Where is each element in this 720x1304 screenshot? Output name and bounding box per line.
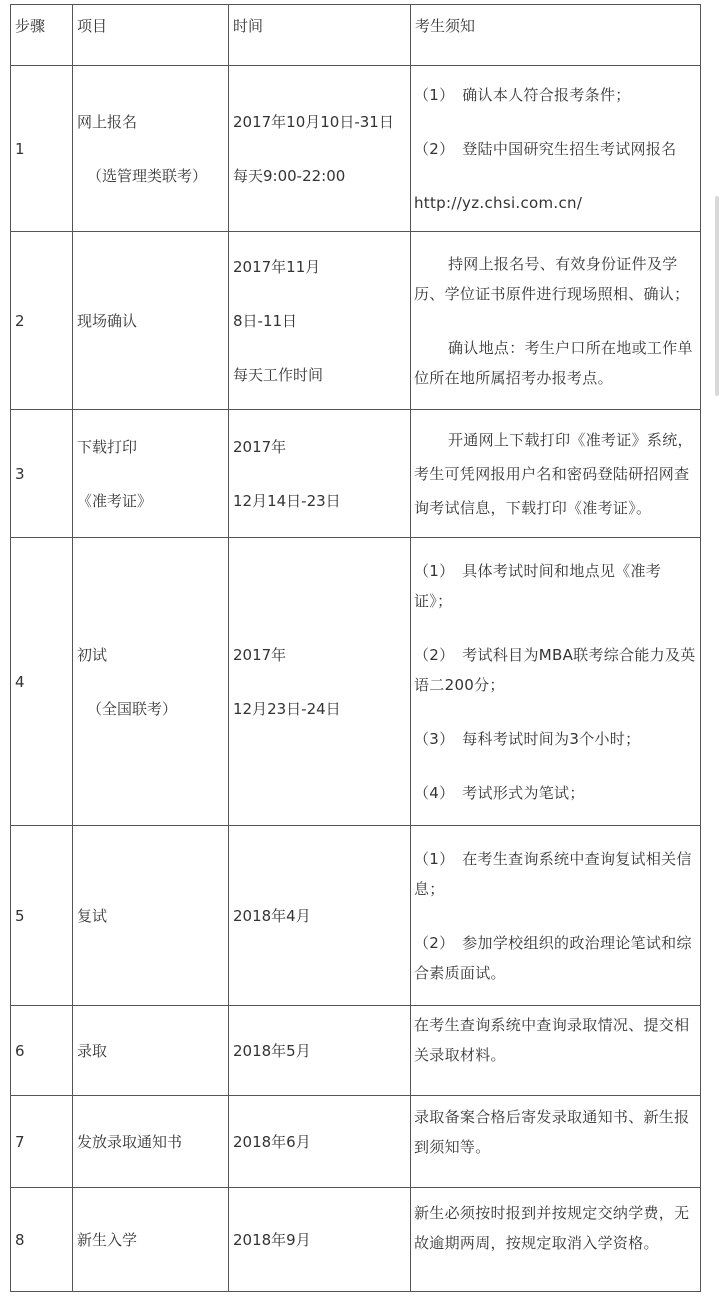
item-line: 发放录取通知书: [77, 1132, 183, 1151]
notice-line: 在考生查询系统中查询录取情况、提交相: [414, 1016, 690, 1034]
step-number: 2: [11, 232, 73, 410]
time-line: 2018年5月: [233, 1041, 311, 1060]
time-line: 每天9:00-22:00: [233, 166, 346, 185]
notice-cell: [411, 1188, 701, 1292]
step-number: 4: [11, 538, 73, 826]
notice-line: 证》；: [414, 591, 453, 610]
paragraph-gap: [414, 616, 698, 640]
time-cell: [229, 826, 411, 1006]
paragraph-gap: [414, 904, 698, 928]
item-cell: [73, 1096, 229, 1188]
time-cell: [229, 538, 411, 826]
notice-line: 历、学位证书原件进行现场照相、确认；: [414, 284, 690, 303]
notice-line: （2） 考试科目为MBA联考综合能力及英: [414, 645, 696, 664]
time-line: 8日-11日: [233, 311, 298, 330]
step-number: 3: [11, 410, 73, 538]
table-row: [11, 1006, 701, 1096]
notice-line: 位所在地所属招考办报考点。: [414, 368, 613, 387]
notice-line: （4） 考试形式为笔试；: [414, 783, 585, 802]
header-notice: 考生须知: [411, 5, 701, 66]
time-line: 2018年4月: [233, 906, 311, 925]
time-line: 12月14日-23日: [233, 491, 341, 510]
time-cell: [229, 1188, 411, 1292]
table-row: [11, 826, 701, 1006]
item-cell: [73, 232, 229, 410]
table-row: [11, 232, 701, 410]
notice-cell: [411, 826, 701, 1006]
time-cell: [229, 1096, 411, 1188]
notice-line: http://yz.chsi.com.cn/: [414, 193, 583, 212]
notice-cell: [411, 538, 701, 826]
time-line: 2018年9月: [233, 1230, 311, 1249]
time-cell: [229, 410, 411, 538]
notice-line: 关录取材料。: [414, 1046, 506, 1064]
notice-line: （1） 具体考试时间和地点见《准考: [414, 561, 662, 580]
item-cell: [73, 1006, 229, 1096]
table-row: [11, 538, 701, 826]
notice-line: 持网上报名号、有效身份证件及学: [448, 254, 678, 273]
item-line: （全国联考）: [87, 699, 178, 718]
time-cell: [229, 232, 411, 410]
header-step: 步骤: [11, 5, 73, 66]
table-row: [11, 66, 701, 232]
notice-line: 开通网上下载打印《准考证》系统，: [448, 430, 693, 449]
schedule-table: [10, 4, 701, 1292]
item-line: 新生入学: [77, 1230, 138, 1249]
item-cell: [73, 1188, 229, 1292]
paragraph-gap: [414, 754, 698, 778]
notice-line: 到须知等。: [414, 1138, 491, 1156]
notice-line: （1） 确认本人符合报考条件；: [414, 85, 631, 104]
notice-cell: [411, 66, 701, 232]
notice-line: 合素质面试。: [414, 963, 506, 982]
item-cell: [73, 66, 229, 232]
time-cell: [229, 66, 411, 232]
header-time: 时间: [229, 5, 411, 66]
vertical-scrollbar[interactable]: [715, 196, 719, 396]
table-header-row: [11, 5, 701, 66]
notice-line: 语二200分；: [414, 675, 505, 694]
step-number: 1: [11, 66, 73, 232]
time-line: 2017年11月: [233, 257, 321, 276]
paragraph-gap: [414, 700, 698, 724]
paragraph-gap: [414, 309, 698, 333]
step-number: 6: [11, 1006, 73, 1096]
notice-line: （1） 在考生查询系统中查询复试相关信: [414, 849, 692, 868]
time-line: 每天工作时间: [233, 365, 324, 384]
notice-line: 息；: [414, 879, 445, 898]
notice-cell: [411, 232, 701, 410]
notice-line: 新生必须按时报到并按规定交纳学费，无: [414, 1204, 690, 1222]
notice-line: 考生可凭网报用户名和密码登陆研招网查: [414, 464, 690, 483]
item-cell: [73, 410, 229, 538]
table-row: [11, 1096, 701, 1188]
notice-line: （2） 参加学校组织的政治理论笔试和综: [414, 933, 692, 952]
item-cell: [73, 538, 229, 826]
table-row: [11, 410, 701, 538]
item-line: 现场确认: [77, 311, 138, 330]
notice-line: 确认地点：考生户口所在地或工作单: [448, 338, 693, 357]
notice-cell: [411, 1006, 701, 1096]
notice-line: （3） 每科考试时间为3个小时；: [414, 729, 641, 748]
time-line: 12月23日-24日: [233, 699, 341, 718]
time-line: 2017年10月10日-31日: [233, 112, 394, 131]
item-cell: [73, 826, 229, 1006]
time-line: 2017年: [233, 645, 287, 664]
notice-cell: [411, 410, 701, 538]
time-line: 2018年6月: [233, 1132, 311, 1151]
notice-line: 录取备案合格后寄发录取通知书、新生报: [414, 1108, 690, 1126]
item-line: 复试: [77, 906, 108, 925]
time-line: 2017年: [233, 437, 287, 456]
step-number: 5: [11, 826, 73, 1006]
item-line: 初试: [77, 645, 108, 664]
item-line: 录取: [77, 1041, 108, 1060]
notice-cell: [411, 1096, 701, 1188]
admission-schedule-table: [10, 4, 701, 1292]
table-row: [11, 1188, 701, 1292]
step-number: 8: [11, 1188, 73, 1292]
header-item: 项目: [73, 5, 229, 66]
item-line: 《准考证》: [77, 491, 153, 510]
notice-line: 询考试信息，下载打印《准考证》。: [414, 498, 652, 517]
time-cell: [229, 1006, 411, 1096]
notice-line: 故逾期两周，按规定取消入学资格。: [414, 1234, 659, 1252]
item-line: （选管理类联考）: [87, 166, 208, 185]
notice-line: （2） 登陆中国研究生招生考试网报名: [414, 139, 677, 158]
item-line: 网上报名: [77, 112, 138, 131]
step-number: 7: [11, 1096, 73, 1188]
item-line: 下载打印: [77, 437, 138, 456]
